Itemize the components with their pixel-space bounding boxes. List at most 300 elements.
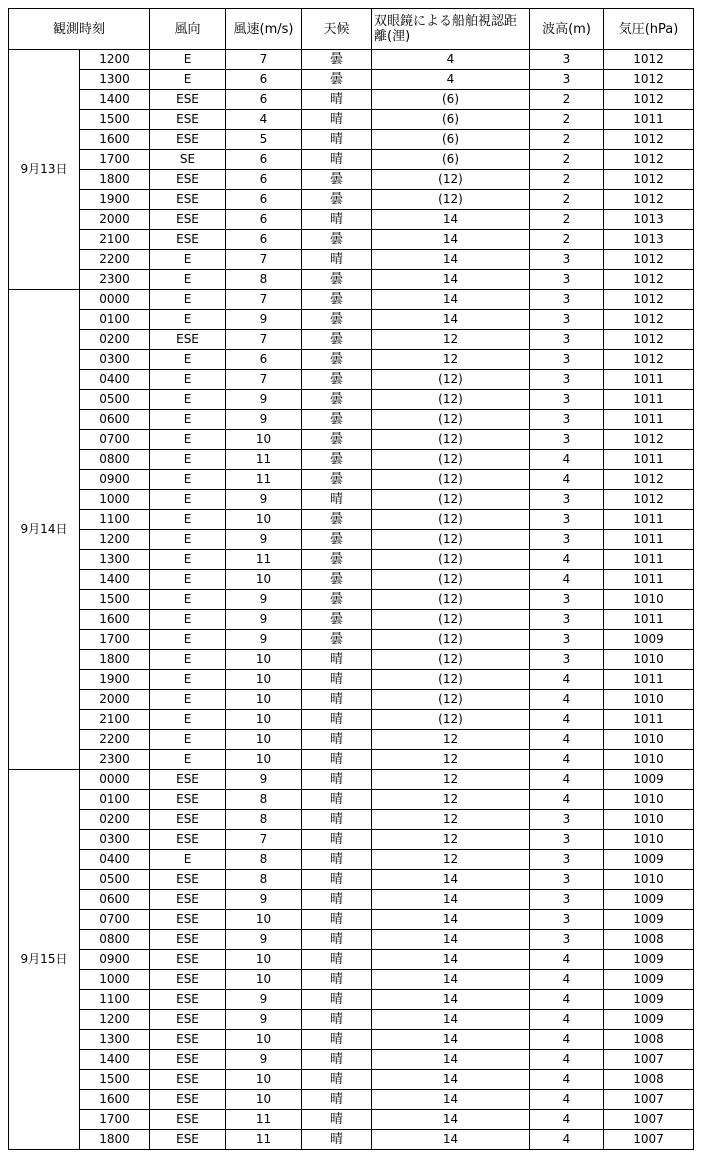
header-weather: 天候 — [302, 9, 372, 50]
wind-speed-cell: 8 — [226, 790, 302, 810]
visibility-cell: (12) — [372, 530, 530, 550]
pressure-cell: 1007 — [604, 1050, 694, 1070]
pressure-cell: 1011 — [604, 610, 694, 630]
wave-height-cell: 4 — [530, 990, 604, 1010]
visibility-cell: 14 — [372, 890, 530, 910]
time-cell: 1400 — [80, 90, 150, 110]
time-cell: 0700 — [80, 430, 150, 450]
table-row — [9, 1050, 694, 1070]
weather-cell: 晴 — [302, 490, 372, 510]
visibility-cell: (12) — [372, 710, 530, 730]
time-cell: 1000 — [80, 970, 150, 990]
visibility-cell: (12) — [372, 430, 530, 450]
time-cell: 2100 — [80, 230, 150, 250]
header-time: 観測時刻 — [9, 9, 150, 50]
visibility-cell: 14 — [372, 990, 530, 1010]
visibility-cell: 12 — [372, 850, 530, 870]
visibility-cell: 12 — [372, 330, 530, 350]
wind-speed-cell: 9 — [226, 990, 302, 1010]
wind-speed-cell: 11 — [226, 1130, 302, 1150]
table-row — [9, 310, 694, 330]
wind-direction-cell: E — [150, 550, 226, 570]
time-cell: 2300 — [80, 270, 150, 290]
time-cell: 1000 — [80, 490, 150, 510]
weather-cell: 晴 — [302, 750, 372, 770]
visibility-cell: (6) — [372, 90, 530, 110]
wind-speed-cell: 10 — [226, 750, 302, 770]
visibility-cell: 14 — [372, 930, 530, 950]
wind-direction-cell: E — [150, 290, 226, 310]
wind-speed-cell: 9 — [226, 310, 302, 330]
time-cell: 1500 — [80, 110, 150, 130]
wind-direction-cell: E — [150, 510, 226, 530]
wave-height-cell: 2 — [530, 230, 604, 250]
wave-height-cell: 4 — [530, 950, 604, 970]
wind-speed-cell: 11 — [226, 470, 302, 490]
wave-height-cell: 4 — [530, 1070, 604, 1090]
wind-speed-cell: 9 — [226, 390, 302, 410]
visibility-cell: 12 — [372, 790, 530, 810]
wave-height-cell: 4 — [530, 1030, 604, 1050]
wind-direction-cell: E — [150, 670, 226, 690]
wind-direction-cell: E — [150, 350, 226, 370]
time-cell: 1500 — [80, 1070, 150, 1090]
time-cell: 1900 — [80, 190, 150, 210]
weather-cell: 晴 — [302, 970, 372, 990]
wave-height-cell: 3 — [530, 830, 604, 850]
pressure-cell: 1010 — [604, 750, 694, 770]
wind-speed-cell: 10 — [226, 1030, 302, 1050]
visibility-cell: (12) — [372, 390, 530, 410]
weather-cell: 曇 — [302, 550, 372, 570]
weather-cell: 曇 — [302, 390, 372, 410]
weather-cell: 曇 — [302, 290, 372, 310]
pressure-cell: 1011 — [604, 110, 694, 130]
time-cell: 1500 — [80, 590, 150, 610]
pressure-cell: 1012 — [604, 170, 694, 190]
wind-speed-cell: 11 — [226, 1110, 302, 1130]
pressure-cell: 1012 — [604, 330, 694, 350]
wind-direction-cell: E — [150, 490, 226, 510]
wind-direction-cell: ESE — [150, 1070, 226, 1090]
time-cell: 0700 — [80, 910, 150, 930]
time-cell: 1600 — [80, 130, 150, 150]
table-row — [9, 350, 694, 370]
table-row — [9, 390, 694, 410]
visibility-cell: 14 — [372, 210, 530, 230]
weather-cell: 曇 — [302, 410, 372, 430]
wind-speed-cell: 9 — [226, 930, 302, 950]
table-row — [9, 850, 694, 870]
wave-height-cell: 2 — [530, 90, 604, 110]
wind-direction-cell: SE — [150, 150, 226, 170]
visibility-cell: (12) — [372, 570, 530, 590]
weather-cell: 曇 — [302, 190, 372, 210]
wind-direction-cell: ESE — [150, 790, 226, 810]
table-row — [9, 550, 694, 570]
pressure-cell: 1009 — [604, 630, 694, 650]
wind-direction-cell: E — [150, 530, 226, 550]
wind-speed-cell: 10 — [226, 670, 302, 690]
pressure-cell: 1011 — [604, 390, 694, 410]
visibility-cell: 14 — [372, 270, 530, 290]
weather-cell: 晴 — [302, 710, 372, 730]
weather-cell: 晴 — [302, 1050, 372, 1070]
wind-direction-cell: E — [150, 50, 226, 70]
pressure-cell: 1007 — [604, 1110, 694, 1130]
visibility-cell: (12) — [372, 170, 530, 190]
wind-speed-cell: 4 — [226, 110, 302, 130]
header-wind-direction: 風向 — [150, 9, 226, 50]
wave-height-cell: 4 — [530, 1010, 604, 1030]
wind-speed-cell: 8 — [226, 870, 302, 890]
header-wave-height: 波高(m) — [530, 9, 604, 50]
wind-speed-cell: 10 — [226, 690, 302, 710]
weather-cell: 曇 — [302, 450, 372, 470]
header-row — [9, 9, 694, 50]
table-row — [9, 610, 694, 630]
time-cell: 0100 — [80, 790, 150, 810]
wave-height-cell: 3 — [530, 590, 604, 610]
time-cell: 2100 — [80, 710, 150, 730]
visibility-cell: (12) — [372, 650, 530, 670]
visibility-cell: 14 — [372, 230, 530, 250]
table-row — [9, 790, 694, 810]
visibility-cell: 14 — [372, 310, 530, 330]
time-cell: 2200 — [80, 250, 150, 270]
weather-cell: 曇 — [302, 510, 372, 530]
visibility-cell: 12 — [372, 750, 530, 770]
visibility-cell: 14 — [372, 950, 530, 970]
table-row — [9, 190, 694, 210]
table-row — [9, 830, 694, 850]
time-cell: 0200 — [80, 330, 150, 350]
table-row — [9, 1090, 694, 1110]
time-cell: 1900 — [80, 670, 150, 690]
wind-direction-cell: E — [150, 750, 226, 770]
time-cell: 1400 — [80, 1050, 150, 1070]
pressure-cell: 1011 — [604, 410, 694, 430]
weather-cell: 晴 — [302, 690, 372, 710]
wind-direction-cell: ESE — [150, 110, 226, 130]
time-cell: 1200 — [80, 530, 150, 550]
wind-direction-cell: E — [150, 310, 226, 330]
table-row — [9, 330, 694, 350]
wave-height-cell: 3 — [530, 930, 604, 950]
time-cell: 1300 — [80, 70, 150, 90]
pressure-cell: 1012 — [604, 430, 694, 450]
weather-cell: 晴 — [302, 850, 372, 870]
visibility-cell: 14 — [372, 970, 530, 990]
visibility-cell: 4 — [372, 50, 530, 70]
table-row — [9, 130, 694, 150]
pressure-cell: 1012 — [604, 470, 694, 490]
weather-cell: 晴 — [302, 830, 372, 850]
wind-direction-cell: ESE — [150, 990, 226, 1010]
wave-height-cell: 3 — [530, 650, 604, 670]
wind-speed-cell: 6 — [226, 150, 302, 170]
time-cell: 0900 — [80, 950, 150, 970]
wind-direction-cell: ESE — [150, 770, 226, 790]
wind-direction-cell: E — [150, 690, 226, 710]
visibility-cell: (12) — [372, 590, 530, 610]
wind-direction-cell: ESE — [150, 1130, 226, 1150]
time-cell: 1300 — [80, 550, 150, 570]
wave-height-cell: 2 — [530, 130, 604, 150]
wind-direction-cell: ESE — [150, 970, 226, 990]
wind-direction-cell: E — [150, 390, 226, 410]
table-row — [9, 910, 694, 930]
weather-cell: 曇 — [302, 590, 372, 610]
pressure-cell: 1010 — [604, 810, 694, 830]
wind-speed-cell: 10 — [226, 710, 302, 730]
table-row — [9, 150, 694, 170]
wave-height-cell: 4 — [530, 570, 604, 590]
time-cell: 0600 — [80, 890, 150, 910]
wind-direction-cell: ESE — [150, 1010, 226, 1030]
wave-height-cell: 3 — [530, 350, 604, 370]
visibility-cell: (12) — [372, 410, 530, 430]
wind-speed-cell: 6 — [226, 170, 302, 190]
weather-cell: 曇 — [302, 530, 372, 550]
table-row — [9, 990, 694, 1010]
weather-cell: 晴 — [302, 1110, 372, 1130]
wind-direction-cell: ESE — [150, 190, 226, 210]
table-row — [9, 950, 694, 970]
visibility-cell: 14 — [372, 1090, 530, 1110]
visibility-cell: 12 — [372, 830, 530, 850]
weather-cell: 曇 — [302, 50, 372, 70]
time-cell: 2200 — [80, 730, 150, 750]
wave-height-cell: 3 — [530, 370, 604, 390]
pressure-cell: 1009 — [604, 990, 694, 1010]
wind-direction-cell: ESE — [150, 810, 226, 830]
table-row — [9, 1110, 694, 1130]
wave-height-cell: 4 — [530, 1110, 604, 1130]
wave-height-cell: 3 — [530, 290, 604, 310]
table-row — [9, 110, 694, 130]
table-row — [9, 50, 694, 70]
time-cell: 0500 — [80, 390, 150, 410]
wind-direction-cell: ESE — [150, 830, 226, 850]
wind-direction-cell: E — [150, 450, 226, 470]
weather-cell: 晴 — [302, 250, 372, 270]
pressure-cell: 1011 — [604, 710, 694, 730]
wind-speed-cell: 7 — [226, 290, 302, 310]
wave-height-cell: 3 — [530, 430, 604, 450]
wind-direction-cell: E — [150, 590, 226, 610]
wave-height-cell: 4 — [530, 670, 604, 690]
wind-speed-cell: 10 — [226, 950, 302, 970]
wave-height-cell: 3 — [530, 490, 604, 510]
pressure-cell: 1012 — [604, 70, 694, 90]
time-cell: 1200 — [80, 50, 150, 70]
table-row — [9, 570, 694, 590]
weather-cell: 曇 — [302, 350, 372, 370]
weather-cell: 曇 — [302, 470, 372, 490]
wind-direction-cell: ESE — [150, 950, 226, 970]
wind-speed-cell: 9 — [226, 1010, 302, 1030]
visibility-cell: 12 — [372, 810, 530, 830]
wind-speed-cell: 7 — [226, 250, 302, 270]
table-row — [9, 690, 694, 710]
table-row — [9, 270, 694, 290]
visibility-cell: 14 — [372, 1070, 530, 1090]
wind-direction-cell: E — [150, 250, 226, 270]
time-cell: 1700 — [80, 1110, 150, 1130]
wave-height-cell: 2 — [530, 210, 604, 230]
wind-speed-cell: 7 — [226, 50, 302, 70]
pressure-cell: 1010 — [604, 730, 694, 750]
wind-speed-cell: 9 — [226, 490, 302, 510]
table-row — [9, 170, 694, 190]
wind-direction-cell: E — [150, 70, 226, 90]
wave-height-cell: 4 — [530, 790, 604, 810]
time-cell: 2000 — [80, 210, 150, 230]
wind-direction-cell: ESE — [150, 130, 226, 150]
weather-cell: 晴 — [302, 1070, 372, 1090]
table-row — [9, 650, 694, 670]
pressure-cell: 1008 — [604, 1070, 694, 1090]
wave-height-cell: 3 — [530, 890, 604, 910]
time-cell: 0300 — [80, 830, 150, 850]
weather-cell: 晴 — [302, 110, 372, 130]
wind-speed-cell: 6 — [226, 90, 302, 110]
time-cell: 1800 — [80, 170, 150, 190]
wind-speed-cell: 6 — [226, 210, 302, 230]
weather-cell: 晴 — [302, 930, 372, 950]
wind-direction-cell: E — [150, 610, 226, 630]
wave-height-cell: 3 — [530, 810, 604, 830]
weather-cell: 晴 — [302, 90, 372, 110]
wave-height-cell: 3 — [530, 610, 604, 630]
wind-speed-cell: 10 — [226, 730, 302, 750]
time-cell: 1200 — [80, 1010, 150, 1030]
visibility-cell: (6) — [372, 130, 530, 150]
date-cell: 9月13日 — [9, 50, 80, 290]
pressure-cell: 1008 — [604, 1030, 694, 1050]
wind-speed-cell: 7 — [226, 330, 302, 350]
wind-direction-cell: E — [150, 730, 226, 750]
wind-speed-cell: 9 — [226, 770, 302, 790]
visibility-cell: (12) — [372, 690, 530, 710]
wave-height-cell: 3 — [530, 910, 604, 930]
weather-cell: 曇 — [302, 310, 372, 330]
wave-height-cell: 3 — [530, 270, 604, 290]
pressure-cell: 1012 — [604, 50, 694, 70]
wind-speed-cell: 10 — [226, 1070, 302, 1090]
pressure-cell: 1011 — [604, 370, 694, 390]
wind-speed-cell: 10 — [226, 650, 302, 670]
visibility-cell: 14 — [372, 910, 530, 930]
pressure-cell: 1010 — [604, 830, 694, 850]
time-cell: 1700 — [80, 630, 150, 650]
wave-height-cell: 3 — [530, 630, 604, 650]
wave-height-cell: 3 — [530, 70, 604, 90]
wave-height-cell: 2 — [530, 150, 604, 170]
visibility-cell: 14 — [372, 1030, 530, 1050]
wind-direction-cell: E — [150, 570, 226, 590]
weather-cell: 晴 — [302, 1090, 372, 1110]
table-row — [9, 590, 694, 610]
wave-height-cell: 2 — [530, 170, 604, 190]
wind-direction-cell: E — [150, 710, 226, 730]
visibility-cell: (12) — [372, 630, 530, 650]
wind-direction-cell: ESE — [150, 1030, 226, 1050]
wind-direction-cell: ESE — [150, 1110, 226, 1130]
visibility-cell: (12) — [372, 470, 530, 490]
weather-cell: 晴 — [302, 210, 372, 230]
pressure-cell: 1011 — [604, 530, 694, 550]
table-row — [9, 530, 694, 550]
time-cell: 1800 — [80, 650, 150, 670]
weather-cell: 晴 — [302, 770, 372, 790]
weather-cell: 晴 — [302, 990, 372, 1010]
wind-speed-cell: 9 — [226, 410, 302, 430]
visibility-cell: 14 — [372, 1010, 530, 1030]
wave-height-cell: 4 — [530, 750, 604, 770]
wave-height-cell: 4 — [530, 1090, 604, 1110]
weather-cell: 晴 — [302, 1130, 372, 1150]
date-cell: 9月14日 — [9, 290, 80, 770]
table-row — [9, 1030, 694, 1050]
wind-direction-cell: E — [150, 430, 226, 450]
visibility-cell: (12) — [372, 670, 530, 690]
table-row — [9, 670, 694, 690]
pressure-cell: 1011 — [604, 670, 694, 690]
table-row — [9, 510, 694, 530]
wave-height-cell: 2 — [530, 190, 604, 210]
table-row — [9, 430, 694, 450]
table-row — [9, 290, 694, 310]
wind-direction-cell: ESE — [150, 230, 226, 250]
wave-height-cell: 4 — [530, 730, 604, 750]
wind-speed-cell: 5 — [226, 130, 302, 150]
weather-cell: 晴 — [302, 730, 372, 750]
wave-height-cell: 4 — [530, 1050, 604, 1070]
weather-cell: 曇 — [302, 270, 372, 290]
time-cell: 0100 — [80, 310, 150, 330]
pressure-cell: 1010 — [604, 650, 694, 670]
weather-cell: 晴 — [302, 670, 372, 690]
pressure-cell: 1012 — [604, 490, 694, 510]
table-row — [9, 1130, 694, 1150]
weather-cell: 曇 — [302, 230, 372, 250]
weather-cell: 曇 — [302, 170, 372, 190]
table-row — [9, 370, 694, 390]
table-row — [9, 90, 694, 110]
pressure-cell: 1012 — [604, 90, 694, 110]
wind-direction-cell: ESE — [150, 1090, 226, 1110]
pressure-cell: 1012 — [604, 250, 694, 270]
weather-cell: 晴 — [302, 950, 372, 970]
wave-height-cell: 3 — [530, 310, 604, 330]
time-cell: 1100 — [80, 510, 150, 530]
pressure-cell: 1011 — [604, 550, 694, 570]
visibility-cell: 12 — [372, 350, 530, 370]
weather-cell: 曇 — [302, 330, 372, 350]
visibility-cell: (12) — [372, 510, 530, 530]
wind-speed-cell: 6 — [226, 350, 302, 370]
wind-speed-cell: 7 — [226, 370, 302, 390]
visibility-cell: (12) — [372, 490, 530, 510]
wave-height-cell: 4 — [530, 450, 604, 470]
table-row — [9, 630, 694, 650]
weather-cell: 曇 — [302, 430, 372, 450]
wave-height-cell: 4 — [530, 690, 604, 710]
pressure-cell: 1010 — [604, 870, 694, 890]
visibility-cell: (12) — [372, 370, 530, 390]
